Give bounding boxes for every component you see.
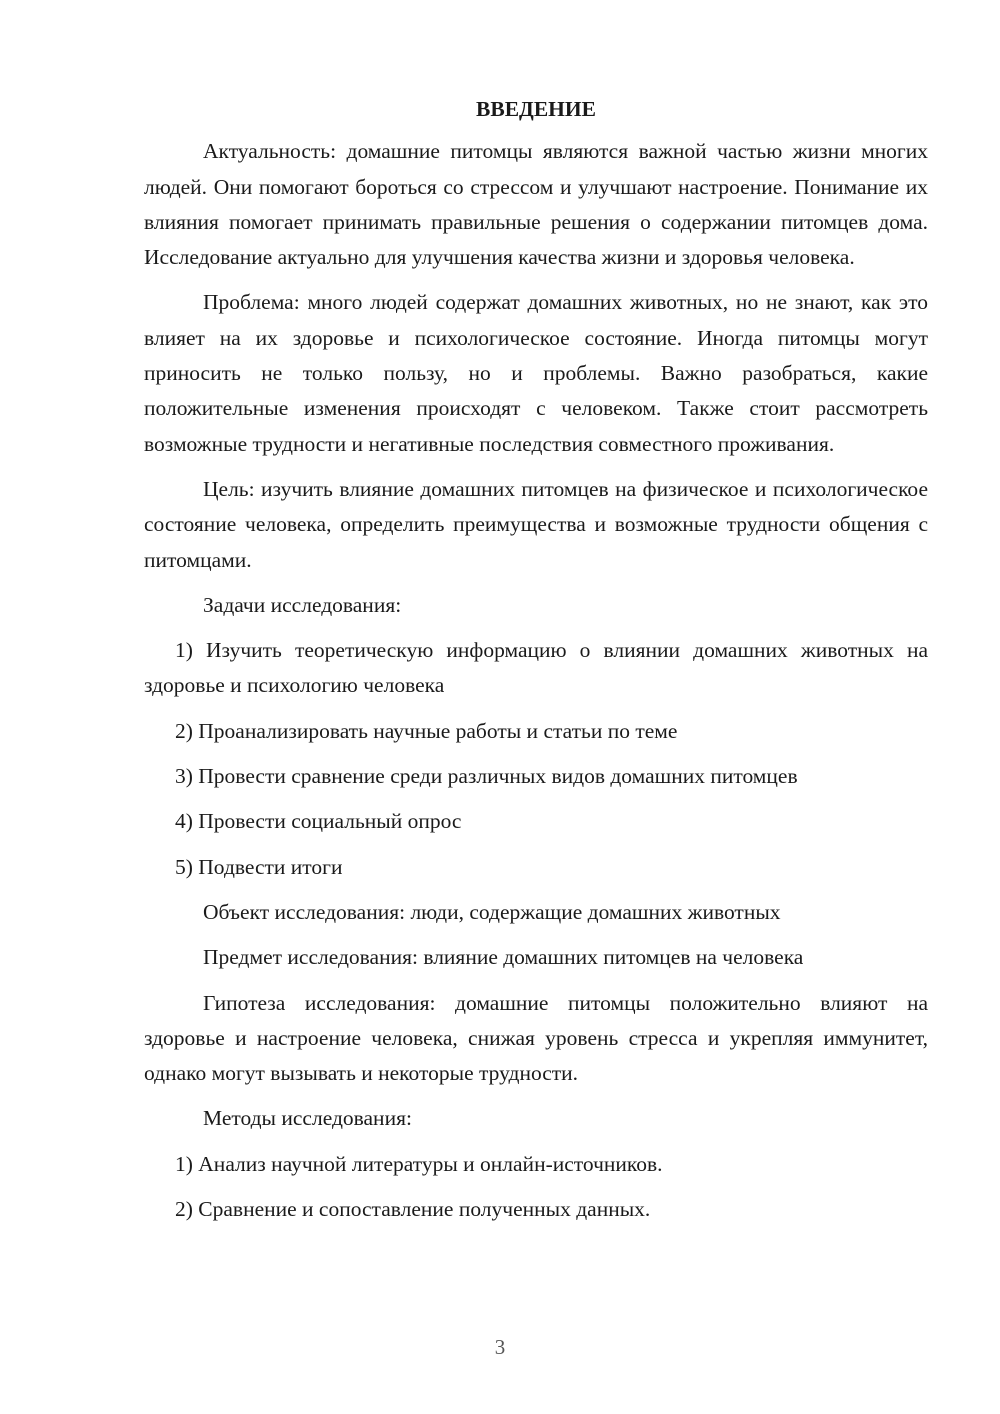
page-number: 3 bbox=[494, 1335, 506, 1359]
paragraph-object: Объект исследования: люди, содержащие домашних животных bbox=[203, 899, 781, 924]
task-item-5: 5) Подвести итоги bbox=[175, 854, 343, 879]
paragraph-hypothesis: Гипотеза исследования: домашние питомцы положительно влияют на здоровье и настроение человека, снижая уровень стресса и укрепляя иммунитет, однако могут вызывать и некоторые трудности. bbox=[144, 990, 928, 1086]
method-item-2: 2) Сравнение и сопоставление полученных данных. bbox=[175, 1197, 651, 1222]
task-item-3: 3) Провести сравнение среди различных видов домашних питомцев bbox=[175, 764, 798, 789]
paragraph-problem: Проблема: много людей содержат домашних животных, но не знают, как это влияет на их здоровье и психологическое состояние. Иногда питомцы могут приносить не только пользу, но и проблемы. Важно разобраться, какие положительные изменения происходят с человеком. Также стоит рассмотреть возможные трудности и негативные последствия совместного проживания. bbox=[144, 290, 928, 456]
method-item-1: 1) Анализ научной литературы и онлайн-источников. bbox=[175, 1151, 663, 1176]
task-item-2: 2) Проанализировать научные работы и статьи по теме bbox=[175, 718, 678, 743]
methods-heading: Методы исследования: bbox=[203, 1106, 412, 1131]
paragraph-goal: Цель: изучить влияние домашних питомцев на физическое и психологическое состояние человека, определить преимущества и возможные трудности общения с питомцами. bbox=[144, 476, 928, 572]
task-item-4: 4) Провести социальный опрос bbox=[175, 809, 462, 834]
document-page bbox=[144, 92, 928, 1237]
task-item-1: 1) Изучить теоретическую информацию о влиянии домашних животных на здоровье и психологию человека bbox=[144, 638, 928, 698]
tasks-heading: Задачи исследования: bbox=[203, 592, 402, 617]
section-title: ВВЕДЕНИЕ bbox=[476, 97, 596, 121]
paragraph-subject: Предмет исследования: влияние домашних питомцев на человека bbox=[203, 945, 804, 970]
paragraph-relevance: Актуальность: домашние питомцы являются важной частью жизни многих людей. Они помогают бороться со стрессом и улучшают настроение. Понимание их влияния помогает принимать правильные решения о содержании питомцев дома. Исследование актуально для улучшения качества жизни и здоровья человека. bbox=[144, 139, 928, 270]
